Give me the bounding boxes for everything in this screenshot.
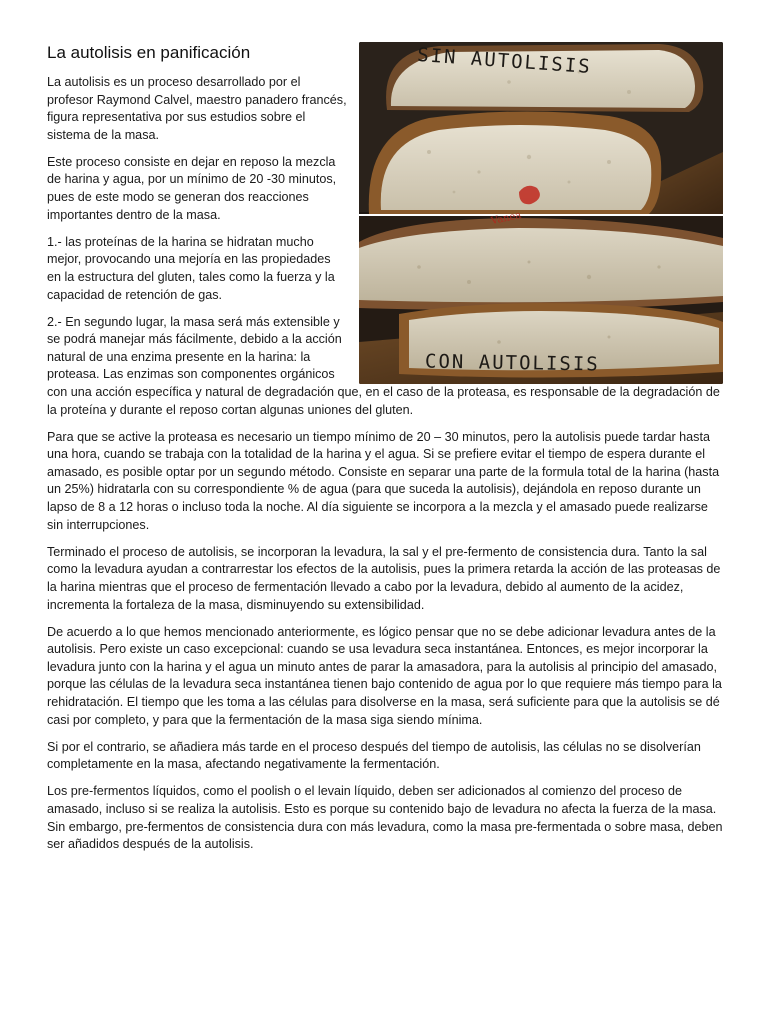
- paragraph: Este proceso consiste en dejar en reposo la mezcla de harina y agua, por un mínimo de 20 -30 minutos, pues de este modo se generan dos reacciones importantes dentro de la masa.: [47, 154, 337, 222]
- paragraph: De acuerdo a lo que hemos mencionado anteriormente, es lógico pensar que no se debe adicionar levadura antes de la autolisis. Pero existe un caso excepcional: cuando se usa levadura seca instantánea. Entonces, es mejor incorporar la levadura junto con la harina y el agua un minuto antes de parar la amasadora, para la autolisis al principio del amasado, porque las células de la levadura seca instantánea tienen bajo contenido de agua por lo que requiere más tiempo para la rehidratación. El tiempo que les toma a las células para disolverse en la masa, será suficiente para que la autolisis se dé casi por completo, y para que la fermentación de la masa siga siendo mínima.: [47, 624, 722, 727]
- paragraph: Terminado el proceso de autolisis, se incorporan la levadura, la sal y el pre-fermento de consistencia dura. Tanto la sal como la levadura ayudan a contrarrestar los efectos de la autolisis, pues la primera retarda la acción de las proteasas de la harina mientras que el proceso de fermentación llevado a cabo por la levadura, debido al aumento de la acidez, incrementa la fortaleza de la masa, disminuyendo su extensibilidad.: [47, 544, 721, 612]
- bread-comparison-photo: [359, 42, 723, 384]
- bread-illustration: [359, 42, 723, 384]
- paragraph: Para que se active la proteasa es necesario un tiempo mínimo de 20 – 30 minutos, pero la autolisis puede tardar hasta una hora, cuando se trabaja con la totalidad de la harina y el agua. Si se prefiere evitar el tiempo de espera durante el amasado, es posible optar por un segundo método. Consiste en separar una parte de la formula total de la harina (hasta un 25%) hidratarla con su correspondiente % de agua (para que suceda la autolisis), dejándola en reposo durante un lapso de 8 a 12 horas o incluso toda la noche. Al día siguiente se incorpora a la mezcla y el amasado puede realizarse sin interrupciones.: [47, 429, 720, 532]
- watermark-text: Vanea: [490, 209, 523, 228]
- paragraph: Los pre-fermentos líquidos, como el poolish o el levain líquido, deben ser adicionados al comienzo del proceso de amasado, incluso si se realiza la autolisis. Esto es porque su contenido bajo de levadura no afecta la fuerza de la masa. Sin embargo, pre-fermentos de consistencia dura con más levadura, como la masa pre-fermentada o sobre masa, deben ser añadidos después de la autolisis.: [47, 784, 723, 852]
- article: [47, 42, 723, 863]
- photo-label-sin-autolisis: SIN AUTOLISIS: [416, 43, 593, 79]
- paragraph: Si por el contrario, se añadiera más tarde en el proceso después del tiempo de autolisis, las células no se disolverían completamente en la masa, afectando negativamente la fermentación.: [47, 739, 701, 772]
- photo-label-con-autolisis: CON AUTOLISIS: [424, 350, 600, 376]
- paragraph: 2.- En segundo lugar, la masa será más extensible y se podrá manejar más fácilmente, debido a la acción natural de una enzima presente en la harina: la proteasa. Las enzimas son componentes orgánicos con una acción específica y natural de degradación que, en el caso de la proteasa, es responsable de la degradación de la proteína y durante el reposo cortan algunas uniones del gluten.: [47, 314, 720, 417]
- paragraph: 1.- las proteínas de la harina se hidratan mucho mejor, provocando una mejoría en las propiedades en la estructura del gluten, tales como la fuerza y la capacidad de retención de gas.: [47, 234, 335, 302]
- paragraph: La autolisis es un proceso desarrollado por el profesor Raymond Calvel, maestro panadero francés, figura representativa por sus estudios sobre el sistema de la masa.: [47, 75, 347, 142]
- page-title: La autolisis en panificación: [47, 43, 251, 62]
